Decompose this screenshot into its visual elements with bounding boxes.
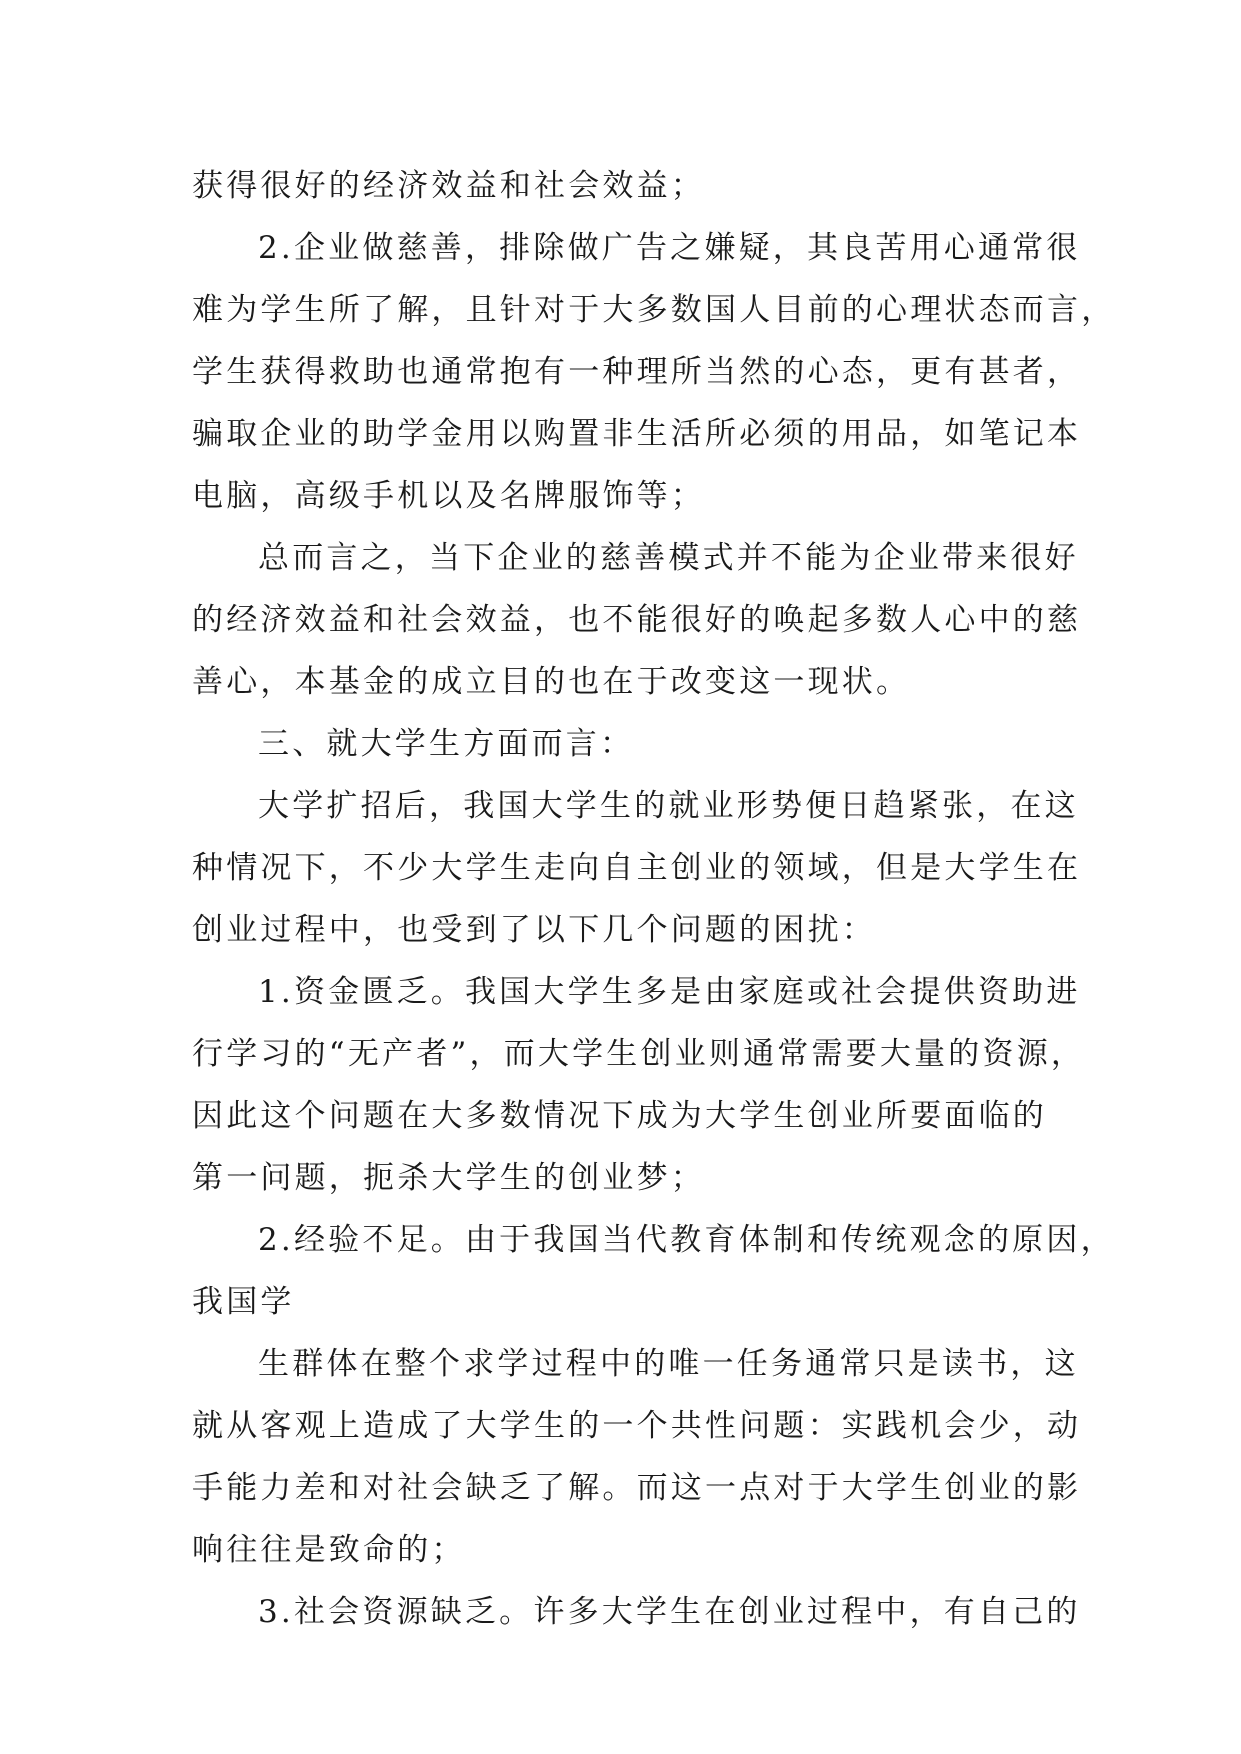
- text-line: 学生获得救助也通常抱有一种理所当然的心态，更有甚者，: [192, 354, 1082, 390]
- text-line: 手能力差和对社会缺乏了解。而这一点对于大学生创业的影: [192, 1470, 1082, 1506]
- text-line: 的经济效益和社会效益，也不能很好的唤起多数人心中的慈: [192, 602, 1082, 638]
- text-line: 响往往是致命的；: [192, 1532, 466, 1568]
- text-line: 三、就大学生方面而言：: [258, 726, 635, 762]
- text-line: 2.企业做慈善，排除做广告之嫌疑，其良苦用心通常很: [258, 230, 1081, 266]
- text-line: 种情况下，不少大学生走向自主创业的领域，但是大学生在: [192, 850, 1082, 886]
- text-line: 3.社会资源缺乏。许多大学生在创业过程中，有自己的: [258, 1594, 1081, 1630]
- text-line: 1.资金匮乏。我国大学生多是由家庭或社会提供资助进: [258, 974, 1081, 1010]
- text-line: 电脑，高级手机以及名牌服饰等；: [192, 478, 705, 514]
- text-line: 2.经验不足。由于我国当代教育体制和传统观念的原因，: [258, 1222, 1115, 1258]
- text-line: 总而言之，当下企业的慈善模式并不能为企业带来很好: [258, 540, 1079, 576]
- text-line: 第一问题，扼杀大学生的创业梦；: [192, 1160, 705, 1196]
- text-line: 善心，本基金的成立目的也在于改变这一现状。: [192, 664, 911, 700]
- text-line: 行学习的“无产者”，而大学生创业则通常需要大量的资源，: [192, 1036, 1086, 1072]
- text-line: 骗取企业的助学金用以购置非生活所必须的用品，如笔记本: [192, 416, 1082, 452]
- text-line: 生群体在整个求学过程中的唯一任务通常只是读书，这: [258, 1346, 1079, 1382]
- text-line: 创业过程中，也受到了以下几个问题的困扰：: [192, 912, 876, 948]
- text-line: 就从客观上造成了大学生的一个共性问题：实践机会少，动: [192, 1408, 1082, 1444]
- text-line: 我国学: [192, 1284, 295, 1320]
- text-line: 难为学生所了解，且针对于大多数国人目前的心理状态而言，: [192, 292, 1116, 328]
- body-text: [192, 155, 1116, 1643]
- text-line: 大学扩招后，我国大学生的就业形势便日趋紧张，在这: [258, 788, 1079, 824]
- text-line: 因此这个问题在大多数情况下成为大学生创业所要面临的: [192, 1098, 1047, 1134]
- text-line: 获得很好的经济效益和社会效益；: [192, 168, 705, 204]
